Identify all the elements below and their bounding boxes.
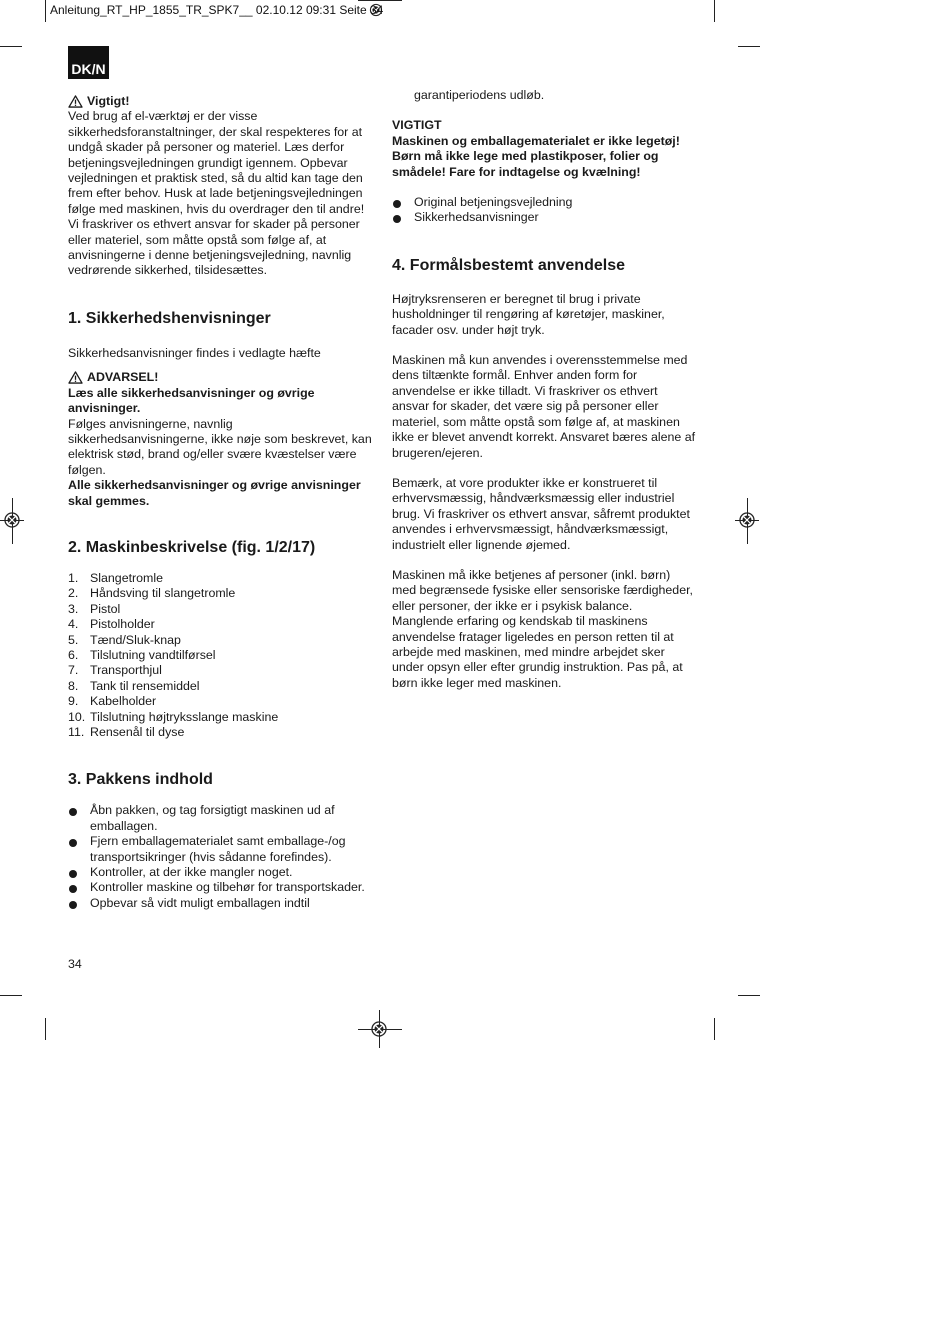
list-item: Fjern emballagematerialet samt emballage-/og transportsikringer (hvis sådanne forefindes). — [68, 834, 373, 865]
section-title-safety: 1. Sikkerhedshenvisninger — [68, 309, 271, 327]
registration-mark-icon — [737, 510, 757, 530]
warning-bold-text: Læs alle sikkerhedsanvisninger og øvrige anvisninger. — [68, 385, 315, 416]
right-column — [392, 88, 697, 691]
intended-use-paragraph: Højtryksrenseren er beregnet til brug i private husholdninger til rengøring af køretøjer, maskiner, facader osv. under højt tryk. — [392, 291, 665, 337]
important-heading — [68, 94, 373, 109]
crop-mark — [45, 1018, 46, 1040]
warning-title: ADVARSEL! — [87, 370, 159, 385]
section-title-machine-description: 2. Maskinbeskrivelse (fig. 1/2/17) — [68, 538, 316, 556]
important-text: Ved brug af el-værktøj er der visse sikkerhedsforanstaltninger, der skal respekteres for at undgå skader på personer og materiel. Læs derfor betjeningsvejledningen grundigt igennem. Opbevar vejledningen et praktisk sted, så du altid kan tage den frem efter behov. Husk at lade betjeningsvejledningen følge med maskinen, hvis du overdrager den til andre! — [68, 109, 365, 216]
disclaimer-text: Vi fraskriver os ethvert ansvar for skader på personer eller materiel, som måtte opstå som følge af, at anvisningerne i denne betjeningsvejledning, navnlig vedrørende sikkerhed, tilsidesættes. — [68, 217, 360, 278]
intended-use-paragraph: Bemærk, at vore produkter ikke er konstrueret til erhvervsmæssig, håndværksmæssig eller industriel brug. Vi fraskriver os ethvert ansvar, såfremt produktet anvendes i erhvervsmæssigt, håndværksmæssigt, industrielt eller lignende øjemed. — [392, 475, 690, 552]
list-item: 6. Tilslutning vandtilførsel — [68, 647, 216, 662]
crop-mark — [358, 0, 402, 1]
important-title: Vigtigt! — [87, 94, 130, 108]
list-item: Åbn pakken, og tag forsigtigt maskinen ud af emballagen. — [68, 803, 373, 834]
safety-intro: Sikkerhedsanvisninger findes i vedlagte hæfte — [68, 345, 321, 360]
machine-parts-list — [68, 571, 373, 740]
list-item: 5. Tænd/Sluk-knap — [68, 632, 181, 647]
list-item: 2. Håndsving til slangetromle — [68, 586, 236, 601]
warning-heading — [68, 370, 373, 385]
registration-mark-icon — [369, 1019, 389, 1039]
list-item: 11. Rensenål til dyse — [68, 725, 185, 739]
left-column — [68, 94, 373, 911]
continuation-text: garantiperiodens udløb. — [414, 88, 545, 102]
crop-mark — [0, 995, 22, 996]
language-badge: DK/N — [68, 46, 109, 79]
intended-use-paragraph: Maskinen må kun anvendes i overensstemmelse med dens tiltænkte formål. Enhver anden form for anvendelse er ikke tilladt. Vi fraskriver os ethvert ansvar for skader, det være sig på personer eller materiel, som måtte opstå som følge af, at maskinen ikke er blevet anvendt korrekt. Ansvaret bæres alene af brugeren/ejeren. — [392, 353, 696, 460]
list-item: 9. Kabelholder — [68, 694, 157, 709]
list-item: Kontroller, at der ikke mangler noget. — [68, 865, 373, 880]
important-text-right: Maskinen og emballagematerialet er ikke legetøj! Børn må ikke lege med plastikposer, folier og smådele! Fare for indtagelse og kvælning! — [392, 133, 680, 179]
list-item: 3. Pistol — [68, 601, 121, 616]
crop-mark — [738, 995, 760, 996]
warning-triangle-icon — [68, 95, 83, 108]
registration-mark-icon — [2, 510, 22, 530]
list-item: 8. Tank til rensemiddel — [68, 678, 200, 693]
warning-triangle-icon — [68, 371, 83, 384]
package-contents-list — [68, 803, 373, 911]
crop-mark — [738, 46, 760, 47]
intended-use-paragraph: Maskinen må ikke betjenes af personer (inkl. børn) med begrænsede fysiske eller sensoriske færdigheder, eller personer, der ikke er i psykisk balance. Manglende erfaring og kendskab til maskinens anvendelse fratager ligeledes en person retten til at arbejde med maskinen, med mindre arbejdet sker under opsyn eller efter grundig instruktion. Pas på, at børn ikke leger med maskinen. — [392, 567, 693, 690]
warning-keep-text: Alle sikkerhedsanvisninger og øvrige anvisninger skal gemmes. — [68, 478, 361, 508]
list-item: Sikkerhedsanvisninger — [392, 210, 697, 225]
warning-text: Følges anvisningerne, navnlig sikkerhedsanvisningerne, ikke nøje som beskrevet, kan elektrisk stød, brand og/eller svære kvæstelser være følgen. — [68, 416, 372, 477]
list-item: Kontroller maskine og tilbehør for transportskader. — [68, 880, 373, 895]
page-number: 34 — [68, 957, 82, 971]
list-item: 10. Tilslutning højtryksslange maskine — [68, 709, 279, 724]
list-item: 7. Transporthjul — [68, 663, 162, 678]
list-item: Opbevar så vidt muligt emballagen indtil — [68, 896, 373, 911]
section-title-package-contents: 3. Pakkens indhold — [68, 771, 213, 789]
section-title-intended-use: 4. Formålsbestemt anvendelse — [392, 256, 625, 274]
crop-mark — [714, 0, 715, 22]
list-item: 4. Pistolholder — [68, 617, 155, 632]
included-items-list — [392, 195, 697, 226]
file-info-header: Anleitung_RT_HP_1855_TR_SPK7__ 02.10.12 09:31 Seite 34 — [50, 3, 384, 17]
crop-mark — [0, 46, 22, 47]
crop-mark — [714, 1018, 715, 1040]
important-title-right: VIGTIGT — [392, 118, 442, 133]
list-item: 1. Slangetromle — [68, 570, 164, 585]
list-item: Original betjeningsvejledning — [392, 195, 697, 210]
crop-mark — [45, 0, 46, 22]
